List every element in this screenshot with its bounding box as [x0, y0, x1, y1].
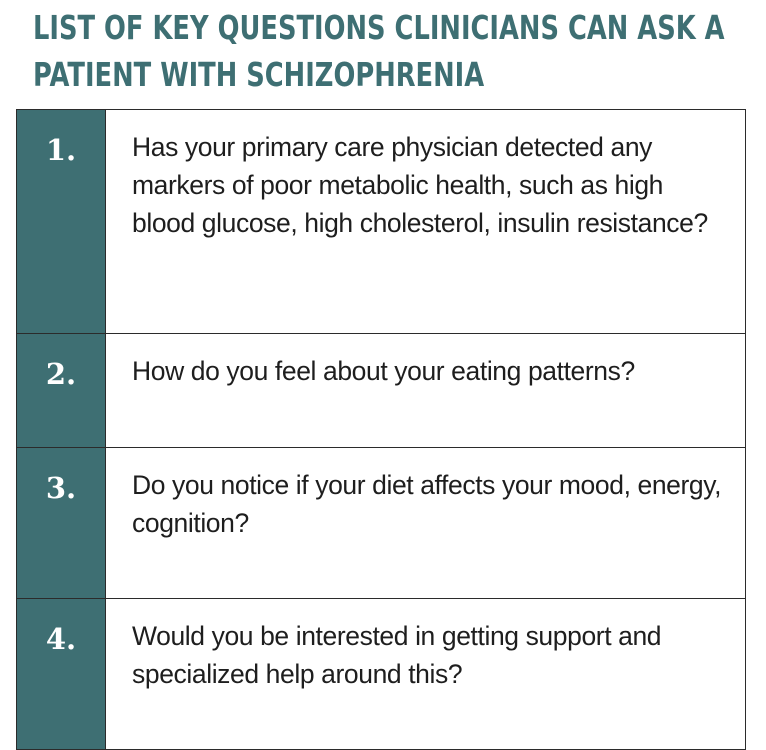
page-title-line-1: LIST OF KEY QUESTIONS CLINICIANS CAN ASK A [33, 8, 725, 47]
question-number: 2. [45, 357, 77, 391]
question-row [17, 334, 746, 448]
question-row [17, 448, 746, 599]
page-title [33, 4, 725, 98]
question-number-cell [17, 110, 106, 334]
questions-table [16, 109, 746, 750]
question-number: 4. [45, 622, 77, 656]
question-text: Do you notice if your diet affects your mood, energy, cognition? [106, 448, 746, 599]
question-text: How do you feel about your eating patterns? [106, 334, 746, 448]
question-text: Would you be interested in getting support and specialized help around this? [106, 599, 746, 750]
question-row [17, 599, 746, 750]
question-row [17, 110, 746, 334]
question-text: Has your primary care physician detected any markers of poor metabolic health, such as high blood glucose, high cholesterol, insulin resistance? [106, 110, 746, 334]
question-number: 3. [45, 471, 77, 505]
page-title-line-2: PATIENT WITH SCHIZOPHRENIA [33, 55, 485, 94]
question-number: 1. [45, 133, 77, 167]
question-number-cell [17, 334, 106, 448]
question-number-cell [17, 599, 106, 750]
question-number-cell [17, 448, 106, 599]
